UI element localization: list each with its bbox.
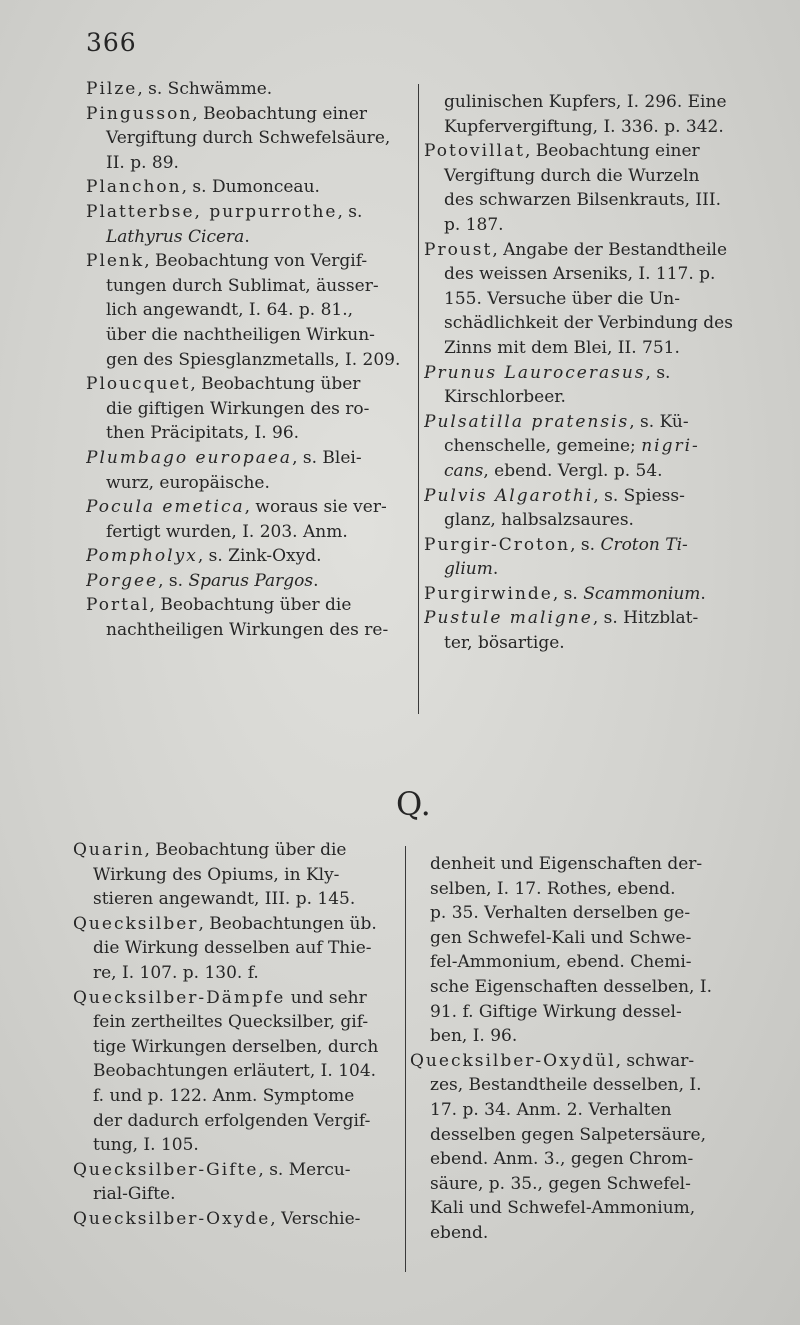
index-entry: [424, 90, 768, 139]
index-entry-line: p. 187.: [444, 214, 504, 235]
index-entry-line: p. 35. Verhalten derselben ge-: [430, 903, 691, 924]
index-entry-line: stieren angewandt, III. p. 145.: [93, 889, 356, 910]
index-entry: [424, 606, 768, 655]
index-entry-line: fel-Ammonium, ebend. Chemi-: [430, 952, 692, 973]
index-entry-line: Kali und Schwefel-Ammonium,: [430, 1198, 696, 1219]
index-entry-line: ebend. Anm. 3., gegen Chrom-: [430, 1149, 694, 1170]
index-entry-line: gen Schwefel-Kali und Schwe-: [430, 927, 692, 948]
index-entry-line: des schwarzen Bilsenkrauts, III.: [444, 190, 721, 211]
index-entry-line: tige Wirkungen derselben, durch: [93, 1036, 379, 1057]
index-entry-line: zes, Bestandtheile desselben, I.: [430, 1075, 702, 1096]
index-entry: [86, 102, 412, 176]
index-entry-line: Platterbse, purpurrothe, s.: [86, 201, 363, 222]
column-divider-top: [418, 84, 419, 714]
index-entry: [86, 544, 412, 569]
index-entry-line: f. und p. 122. Anm. Symptome: [93, 1085, 355, 1106]
index-entry-line: Potovillat, Beobachtung einer: [424, 141, 700, 162]
index-column-bottom-left: [73, 838, 406, 1232]
index-entry-line: Quecksilber, Beobachtungen üb.: [73, 913, 377, 934]
index-entry-line: tung, I. 105.: [93, 1135, 199, 1156]
section-heading-q: Q.: [396, 785, 431, 823]
index-column-bottom-right: [410, 852, 766, 1246]
index-entry-line: Purgir-Croton, s. Croton Ti-: [424, 534, 688, 555]
index-entry-line: Prunus Laurocerasus, s.: [424, 362, 671, 383]
index-entry-line: desselben gegen Salpetersäure,: [430, 1124, 707, 1145]
index-entry: [86, 495, 412, 544]
index-entry: [86, 175, 412, 200]
index-entry-line: ben, I. 96.: [430, 1026, 518, 1047]
index-entry-line: 17. p. 34. Anm. 2. Verhalten: [430, 1099, 672, 1120]
index-entry: [424, 484, 768, 533]
index-entry-line: Quecksilber-Gifte, s. Mercu-: [73, 1159, 351, 1180]
index-entry-line: des weissen Arseniks, I. 117. p.: [444, 264, 716, 285]
index-entry-line: Quarin, Beobachtung über die: [73, 840, 347, 860]
index-entry-line: glium.: [444, 559, 499, 580]
index-entry: [86, 249, 412, 372]
index-entry: [424, 582, 768, 607]
index-entry-line: die Wirkung desselben auf Thie-: [93, 938, 372, 959]
index-entry-line: Beobachtungen erläutert, I. 104.: [93, 1061, 377, 1082]
index-entry: [73, 1158, 406, 1207]
index-entry-line: Pilze, s. Schwämme.: [86, 79, 273, 99]
index-entry-line: Vergiftung durch die Wurzeln: [444, 165, 700, 186]
index-entry-line: gulinischen Kupfers, I. 296. Eine: [444, 92, 727, 112]
index-entry-line: Kirschlorbeer.: [444, 387, 566, 408]
index-entry-line: Pulvis Algarothi, s. Spiess-: [424, 485, 685, 506]
index-entry-line: Lathyrus Cicera.: [106, 226, 250, 247]
index-entry: [73, 838, 406, 912]
page-number: 366: [86, 28, 137, 57]
index-entry-line: Zinns mit dem Blei, II. 751.: [444, 337, 680, 358]
index-entry-line: Pocula emetica, woraus sie ver-: [86, 497, 387, 518]
index-entry-line: glanz, halbsalzsaures.: [444, 510, 634, 531]
index-entry-line: fertigt wurden, I. 203. Anm.: [106, 521, 348, 542]
index-entry-line: Ploucquet, Beobachtung über: [86, 374, 361, 395]
index-entry-line: über die nachtheiligen Wirkun-: [106, 324, 375, 345]
index-entry-line: Plenk, Beobachtung von Vergif-: [86, 251, 368, 272]
index-entry: [424, 238, 768, 361]
index-entry-line: II. p. 89.: [106, 152, 179, 173]
index-entry-line: then Präcipitats, I. 96.: [106, 423, 300, 444]
index-entry: [424, 361, 768, 410]
index-entry-line: schädlichkeit der Verbindung des: [444, 313, 733, 334]
index-entry: [424, 139, 768, 237]
index-entry-line: wurz, europäische.: [106, 472, 270, 493]
index-entry-line: Porgee, s. Sparus Pargos.: [86, 570, 319, 591]
index-entry-line: Portal, Beobachtung über die: [86, 595, 352, 616]
index-column-top-left: [86, 77, 412, 643]
index-entry: [73, 1207, 406, 1232]
index-entry: [410, 852, 766, 1049]
index-entry: [86, 569, 412, 594]
index-entry-line: Quecksilber-Oxyde, Verschie-: [73, 1208, 361, 1229]
index-entry-line: Purgirwinde, s. Scammonium.: [424, 583, 706, 604]
index-entry-line: Kupfervergiftung, I. 336. p. 342.: [444, 116, 724, 137]
index-entry-line: 91. f. Giftige Wirkung dessel-: [430, 1001, 682, 1022]
index-entry-line: re, I. 107. p. 130. f.: [93, 962, 259, 983]
index-entry-line: cans, ebend. Vergl. p. 54.: [444, 460, 663, 481]
index-entry-line: Pompholyx, s. Zink-Oxyd.: [86, 546, 322, 567]
index-entry-line: gen des Spiesglanzmetalls, I. 209.: [106, 349, 401, 370]
index-entry: [86, 593, 412, 642]
index-entry: [424, 533, 768, 582]
index-entry-line: Wirkung des Opiums, in Kly-: [93, 864, 340, 885]
index-entry: [424, 410, 768, 484]
index-entry: [86, 200, 412, 249]
index-entry-line: ter, bösartige.: [444, 633, 565, 654]
index-entry-line: rial-Gifte.: [93, 1184, 176, 1205]
index-entry-line: Pustule maligne, s. Hitzblat-: [424, 608, 699, 629]
index-entry-line: denheit und Eigenschaften der-: [430, 854, 703, 874]
index-entry-line: fein zertheiltes Quecksilber, gif-: [93, 1012, 369, 1033]
index-entry: [86, 77, 412, 102]
index-entry: [73, 986, 406, 1158]
index-entry-line: Quecksilber-Dämpfe und sehr: [73, 987, 367, 1008]
index-entry-line: Pulsatilla pratensis, s. Kü-: [424, 411, 689, 432]
index-entry: [73, 912, 406, 986]
index-entry-line: Proust, Angabe der Bestandtheile: [424, 239, 728, 260]
index-entry-line: tungen durch Sublimat, äusser-: [106, 275, 379, 296]
index-entry-line: Quecksilber-Oxydül, schwar-: [410, 1050, 695, 1071]
index-entry-line: die giftigen Wirkungen des ro-: [106, 398, 370, 419]
index-entry-line: säure, p. 35., gegen Schwefel-: [430, 1173, 691, 1194]
index-entry-line: Plumbago europaea, s. Blei-: [86, 447, 362, 468]
index-column-top-right: [424, 90, 768, 656]
index-entry-line: der dadurch erfolgenden Vergif-: [93, 1110, 371, 1131]
index-entry: [86, 372, 412, 446]
index-entry-line: sche Eigenschaften desselben, I.: [430, 976, 712, 997]
index-entry-line: 155. Versuche über die Un-: [444, 288, 680, 309]
index-entry: [410, 1049, 766, 1246]
index-entry-line: chenschelle, gemeine; nigri-: [444, 436, 700, 457]
index-entry-line: Vergiftung durch Schwefelsäure,: [106, 128, 391, 149]
index-entry-line: lich angewandt, I. 64. p. 81.,: [106, 300, 354, 321]
index-entry-line: nachtheiligen Wirkungen des re-: [106, 620, 389, 641]
index-entry: [86, 446, 412, 495]
index-entry-line: selben, I. 17. Rothes, ebend.: [430, 878, 676, 899]
index-entry-line: Pingusson, Beobachtung einer: [86, 103, 368, 124]
index-entry-line: ebend.: [430, 1222, 489, 1243]
index-entry-line: Planchon, s. Dumonceau.: [86, 177, 320, 198]
